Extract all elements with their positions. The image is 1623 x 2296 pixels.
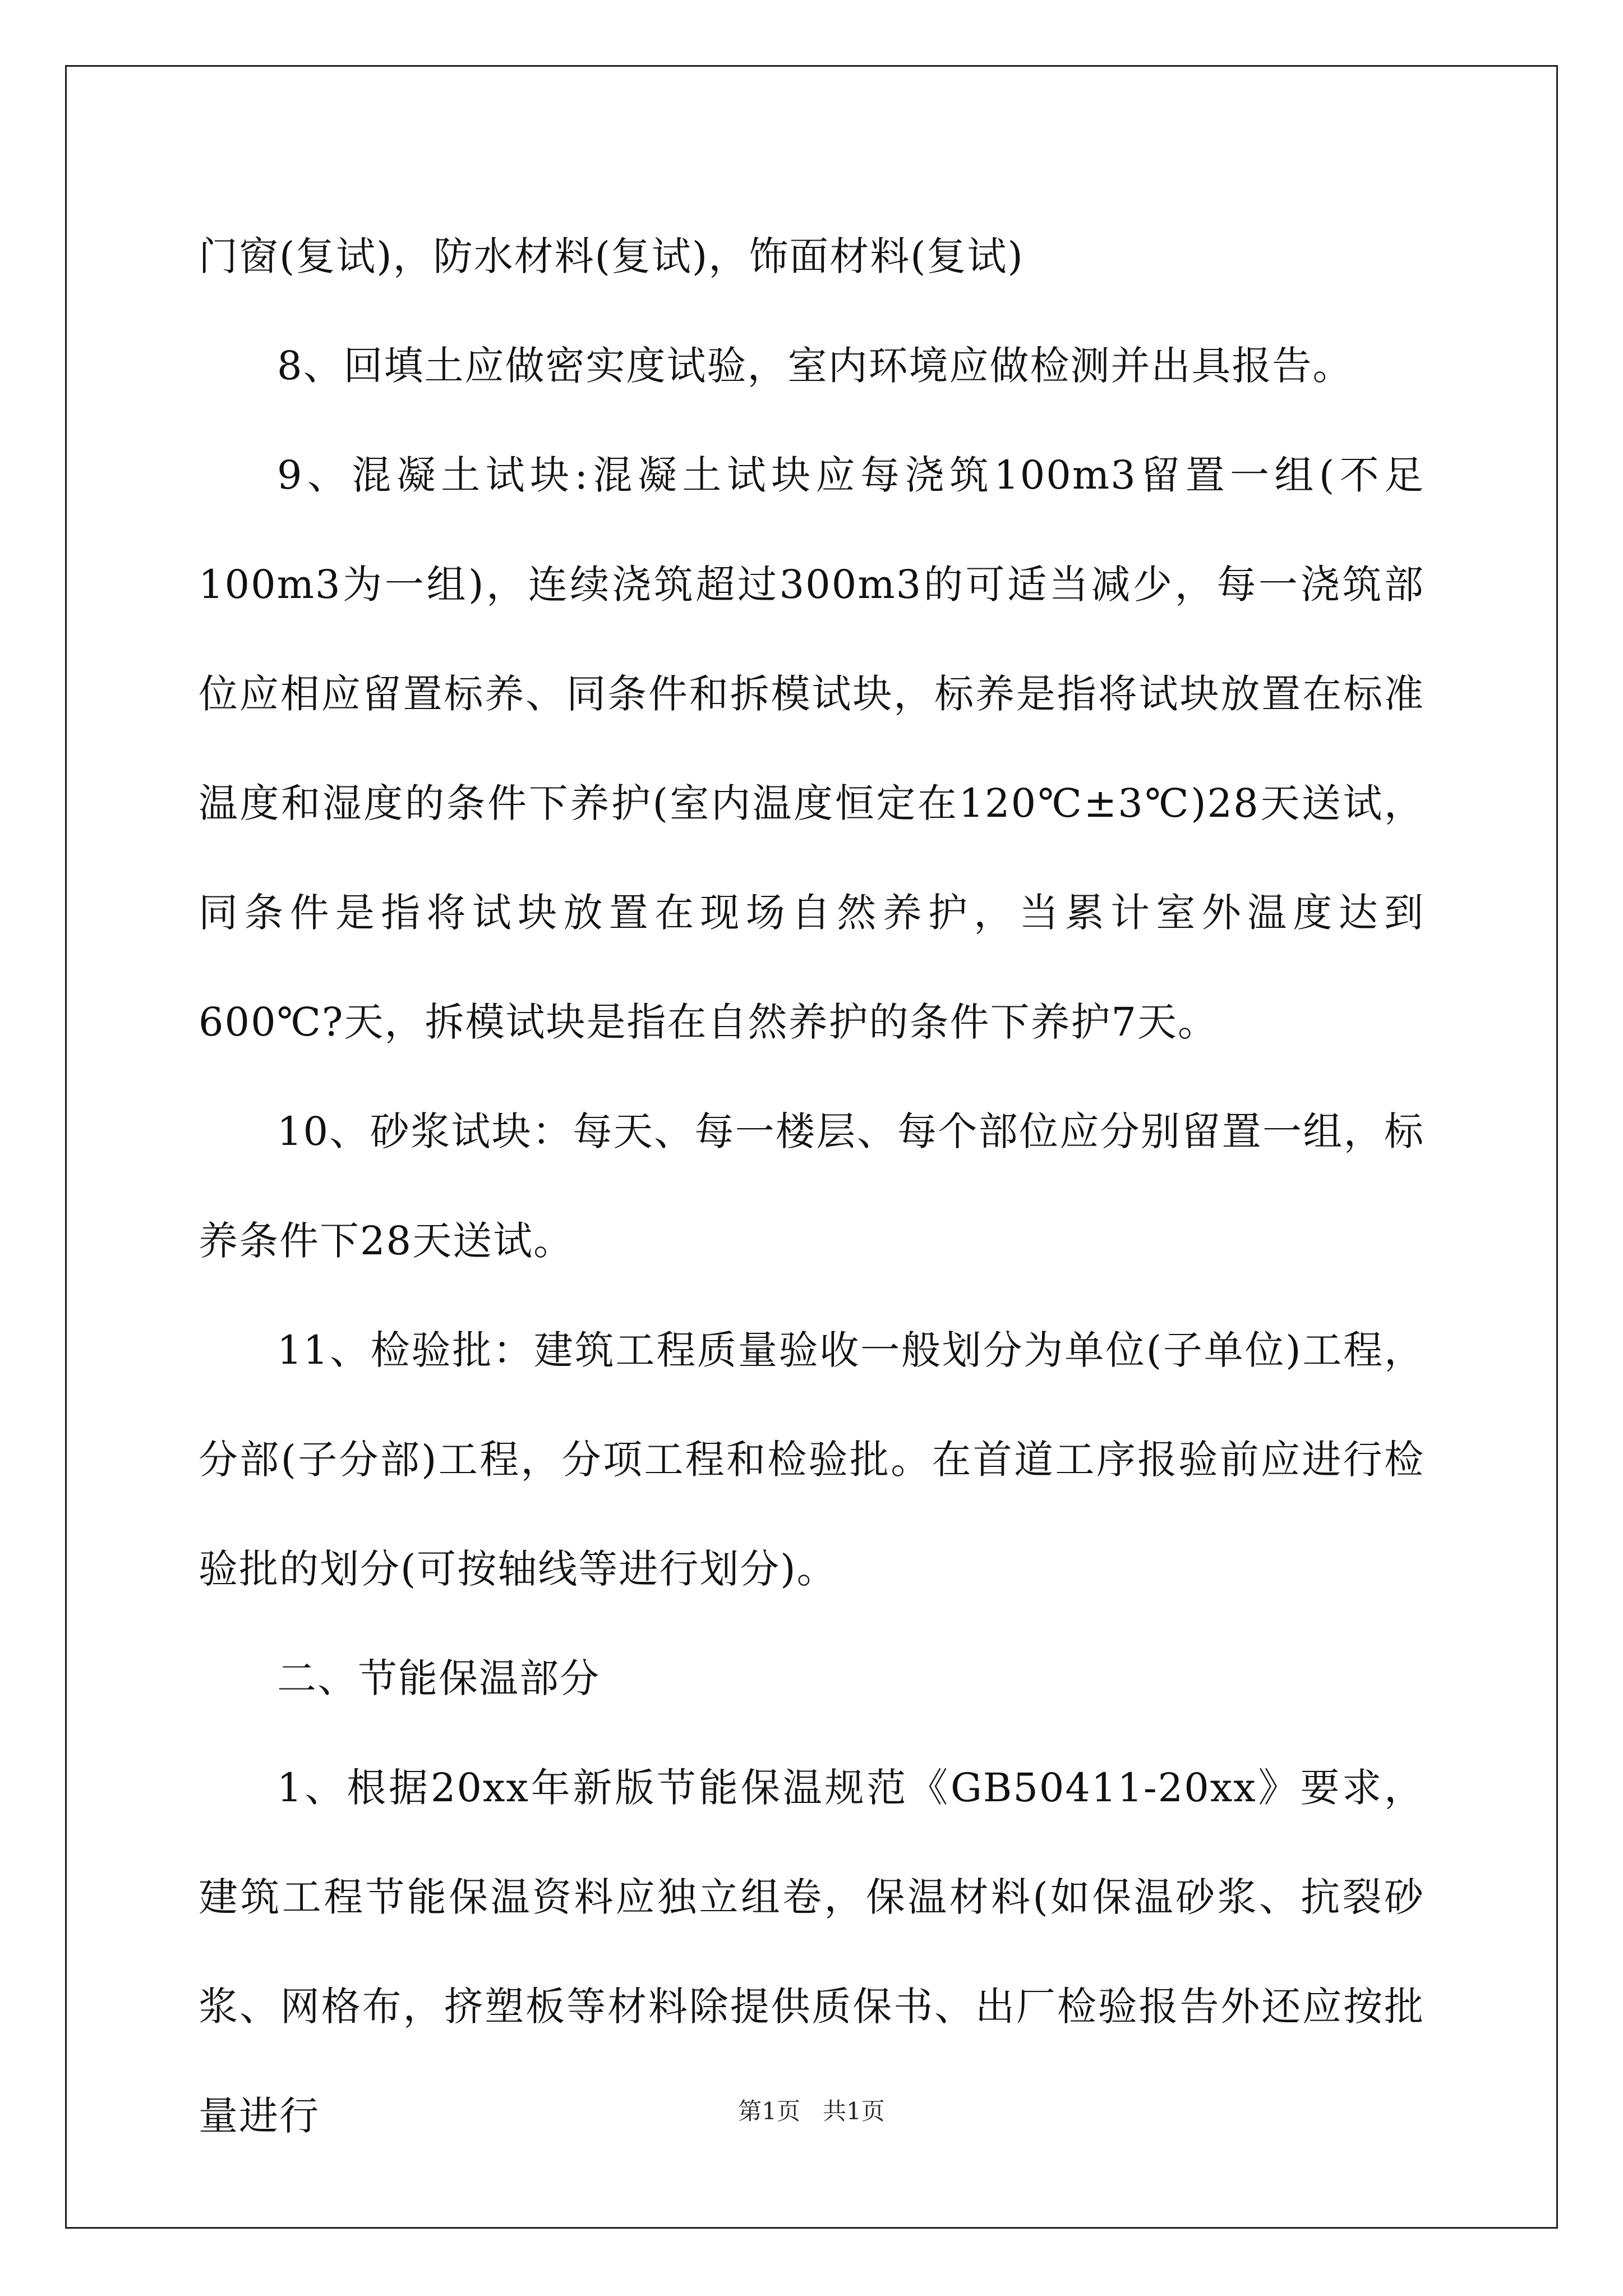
paragraph: 门窗(复试)，防水材料(复试)，饰面材料(复试) — [199, 233, 1024, 279]
page-total: 共1页 — [823, 2097, 885, 2125]
paragraph: 8、回填土应做密实度试验，室内环境应做检测并出具报告。 — [277, 343, 1353, 389]
page-footer — [0, 2095, 1623, 2128]
paragraph: 10、砂浆试块：每天、每一楼层、每个部位应分别留置一组，标养条件下28天送试。 — [199, 1108, 1424, 1264]
document-body — [199, 202, 1424, 2171]
paragraph: 1、根据20xx年新版节能保温规范《GB50411-20xx》要求，建筑工程节能保温资料应独立组卷，保温材料(如保温砂浆、抗裂砂浆、网格布，挤塑板等材料除提供质保书、出厂检验报告外还应按批量进行 — [199, 1765, 1424, 2139]
page-number: 第1页 — [738, 2097, 800, 2125]
paragraph: 11、检验批：建筑工程质量验收一般划分为单位(子单位)工程，分部(子分部)工程，分项工程和检验批。在首道工序报验前应进行检验批的划分(可按轴线等进行划分)。 — [199, 1327, 1424, 1592]
section-heading: 二、节能保温部分 — [277, 1655, 600, 1701]
paragraph: 9、混凝土试块:混凝土试块应每浇筑100m3留置一组(不足100m3为一组)，连续浇筑超过300m3的可适当减少，每一浇筑部位应相应留置标养、同条件和拆模试块，标养是指将试块放置在标准温度和湿度的条件下养护(室内温度恒定在120℃±3℃)28天送试，同条件是指将试块放置在现场自然养护，当累计室外温度达到600℃?天，拆模试块是指在自然养护的条件下养护7天。 — [199, 452, 1424, 1045]
